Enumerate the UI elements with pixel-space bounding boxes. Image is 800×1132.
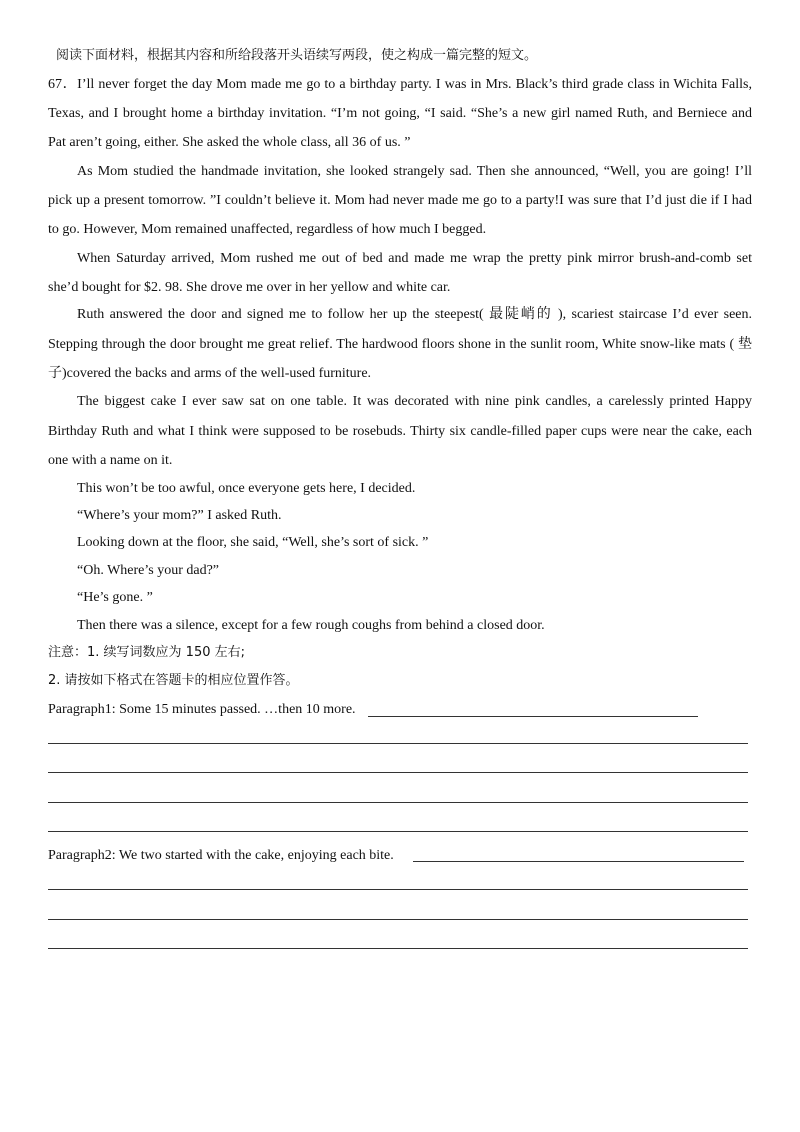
story-line: “He’s gone. ” <box>77 590 153 605</box>
story-line: pick up a present tomorrow. ”I couldn’t believe it. Mom had never made me go to a party!I was sure that I’d just die if I had <box>48 193 752 208</box>
answer-line[interactable] <box>48 772 748 773</box>
story-line: As Mom studied the handmade invitation, she looked strangely sad. Then she announced, “Well, you are going! I’ll <box>77 164 752 179</box>
note-format: 2. 请按如下格式在答题卡的相应位置作答。 <box>48 673 299 688</box>
story-line: This won’t be too awful, once everyone gets here, I decided. <box>77 481 416 496</box>
answer-line[interactable] <box>48 743 748 744</box>
story-line: Looking down at the floor, she said, “Well, she’s sort of sick. ” <box>77 535 429 550</box>
answer-line[interactable] <box>48 802 748 803</box>
story-line: to go. However, Mom remained unaffected, regardless of how much I begged. <box>48 222 487 237</box>
answer-line[interactable] <box>48 948 748 949</box>
story-line: Pat aren’t going, either. She asked the whole class, all 36 of us. ” <box>48 135 411 150</box>
answer-line[interactable] <box>48 889 748 890</box>
story-line: she’d bought for $2. 98. She drove me over in her yellow and white car. <box>48 280 451 295</box>
paragraph1-first-blank[interactable] <box>368 716 698 717</box>
story-line: When Saturday arrived, Mom rushed me out of bed and made me wrap the pretty pink mirror brush-and-comb set <box>77 251 752 266</box>
story-line: Then there was a silence, except for a few rough coughs from behind a closed door. <box>77 618 545 633</box>
answer-line[interactable] <box>48 919 748 920</box>
story-line: “Where’s your mom?” I asked Ruth. <box>77 508 282 523</box>
answer-line[interactable] <box>48 831 748 832</box>
instruction-text: 阅读下面材料，根据其内容和所给段落开头语续写两段，使之构成一篇完整的短文。 <box>56 48 538 63</box>
paragraph2-prompt: Paragraph2: We two started with the cake, enjoying each bite. <box>48 848 394 863</box>
story-line: 子)covered the backs and arms of the well-used furniture. <box>48 366 372 381</box>
story-line: The biggest cake I ever saw sat on one table. It was decorated with nine pink candles, a carelessly printed Happy <box>77 394 752 409</box>
note-word-count: 注意：1. 续写词数应为 150 左右; <box>48 645 245 660</box>
paragraph1-prompt: Paragraph1: Some 15 minutes passed. …then 10 more. <box>48 702 356 717</box>
story-line: 67．I’ll never forget the day Mom made me go to a birthday party. I was in Mrs. Black’s third grade class in Wichita Falls, <box>48 77 752 92</box>
story-line: Texas, and I brought home a birthday invitation. “I’m not going, “I said. “She’s a new girl named Ruth, and Berniece and <box>48 106 752 121</box>
story-line: one with a name on it. <box>48 453 173 468</box>
story-line: Stepping through the door brought me great relief. The hardwood floors shone in the sunlit room, White snow-like mats ( 垫 <box>48 337 752 352</box>
story-line: “Oh. Where’s your dad?” <box>77 563 220 578</box>
story-line: Ruth answered the door and signed me to follow her up the steepest( 最陡峭的 ), scariest staircase I’d ever seen. <box>77 307 752 322</box>
paragraph2-first-blank[interactable] <box>413 861 744 862</box>
story-line: Birthday Ruth and what I think were supposed to be rosebuds. Thirty six candle-filled paper cups were near the cake, each <box>48 424 752 439</box>
